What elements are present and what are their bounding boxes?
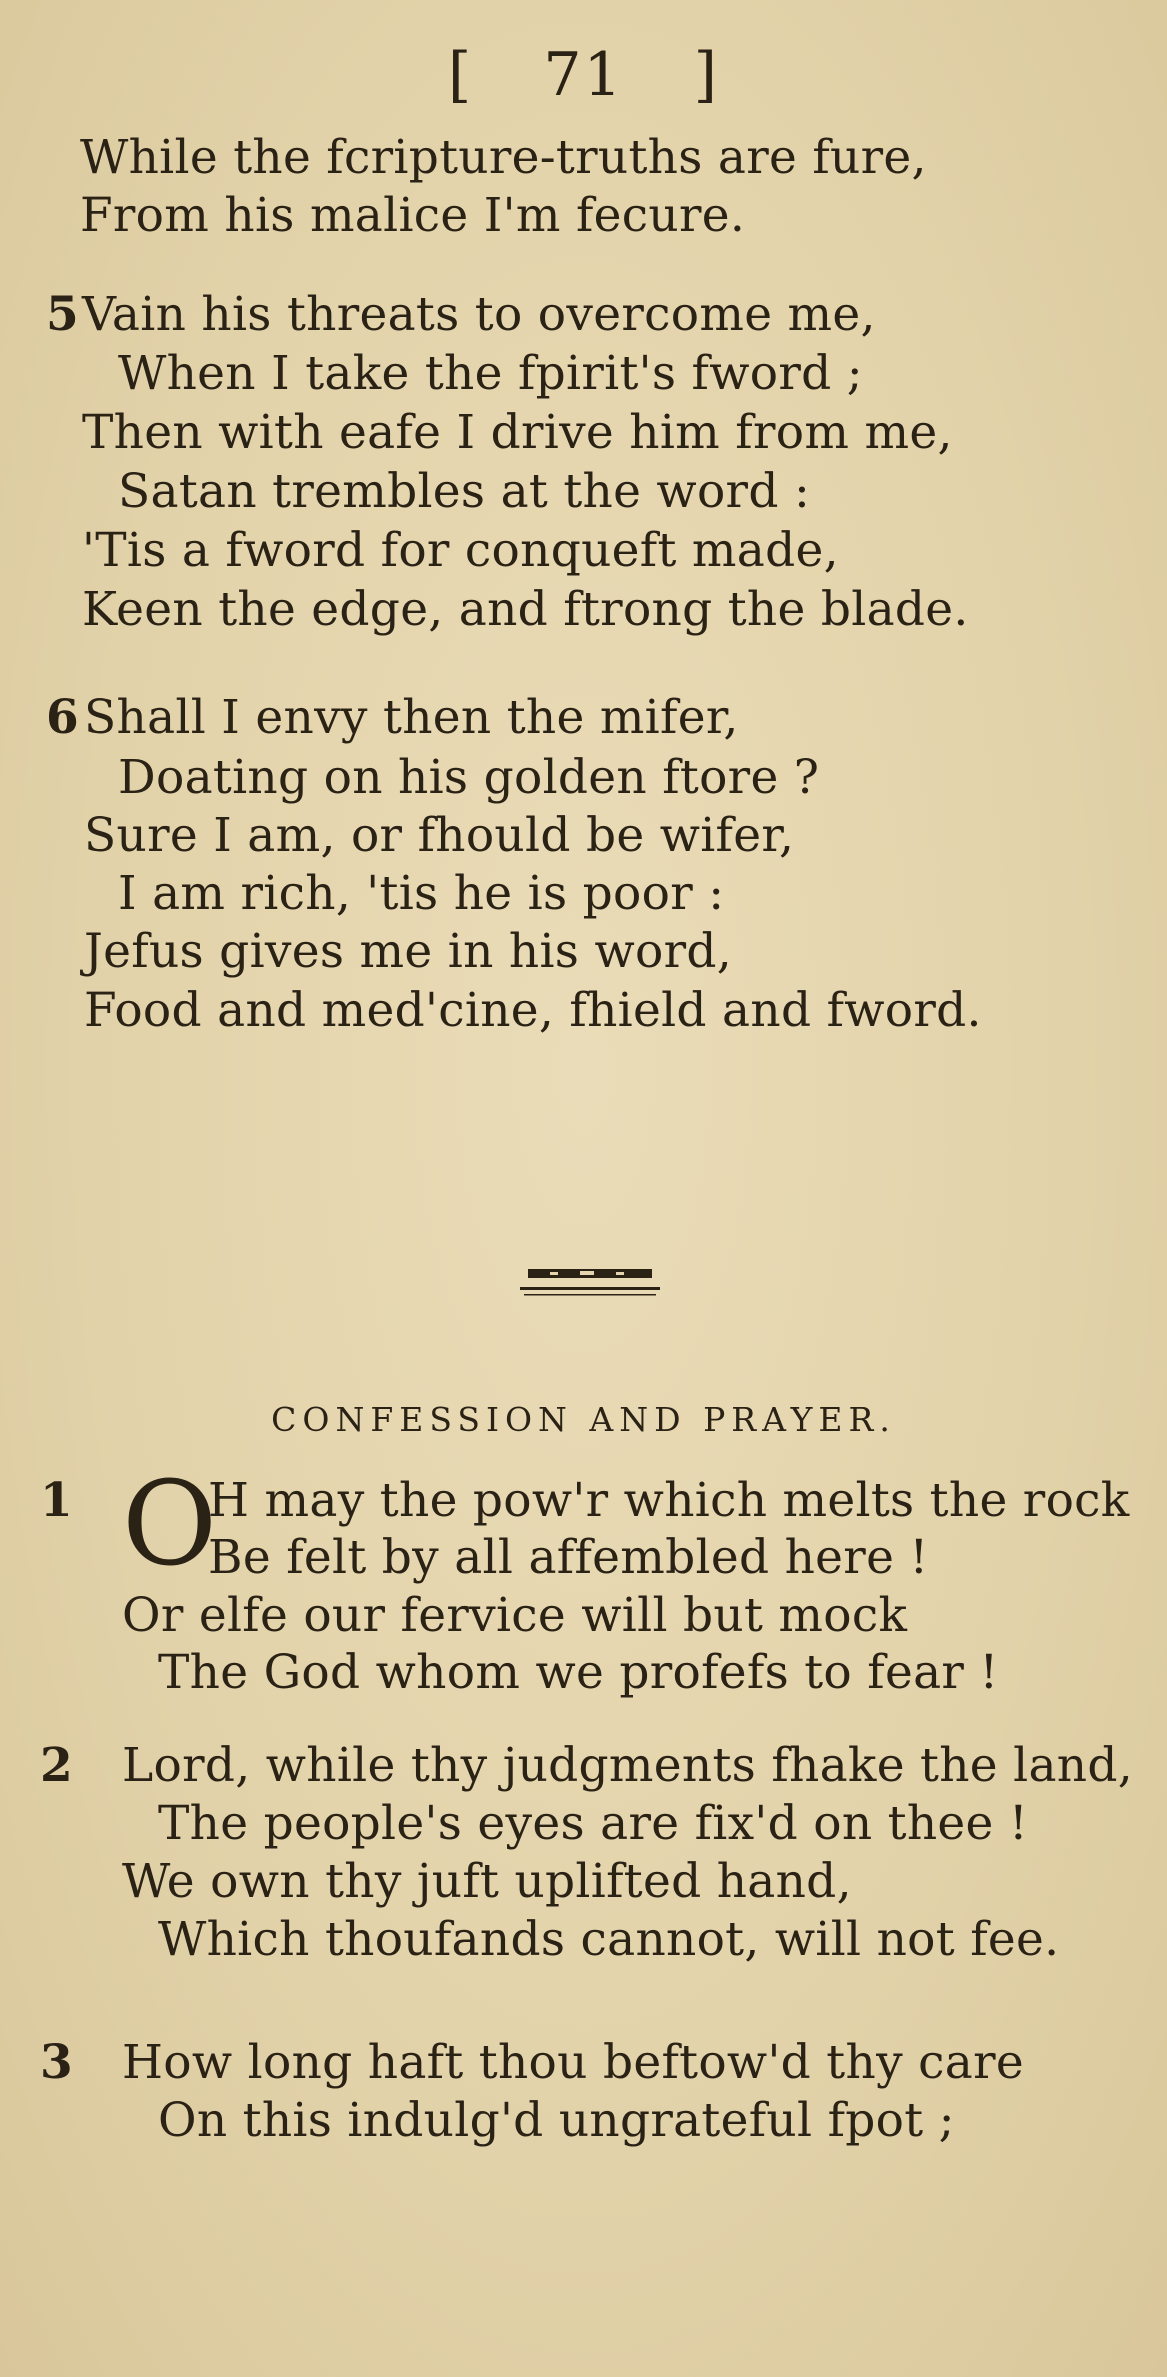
poem-line: Food and med'cine, fhield and fword.: [84, 983, 982, 1038]
header-close-bracket: ]: [693, 40, 720, 110]
poem-line: Sure I am, or fhould be wifer,: [84, 808, 795, 863]
drop-cap: O: [122, 1457, 218, 1592]
hymn-title: CONFESSION AND PRAYER.: [271, 1400, 896, 1439]
stanza-number: 6: [46, 690, 79, 745]
poem-line: Lord, while thy judgments fhake the land,: [122, 1738, 1134, 1793]
poem-line: Vain his threats to overcome me,: [82, 287, 876, 342]
stanza-number: 5: [46, 287, 79, 342]
poem-line: I am rich, 'tis he is poor :: [118, 866, 725, 921]
poem-line: From his malice I'm fecure.: [80, 188, 746, 243]
poem-line: Shall I envy then the mifer,: [84, 690, 739, 745]
verse-number: 1: [40, 1473, 73, 1528]
page-number: 71: [543, 40, 624, 110]
header-open-bracket: [: [447, 40, 474, 110]
poem-line: Jefus gives me in his word,: [84, 924, 732, 979]
poem-line: On this indulg'd ungrateful fpot ;: [158, 2093, 955, 2148]
ornament-divider: [520, 1265, 660, 1305]
poem-line: Then with eafe I drive him from me,: [82, 405, 953, 460]
verse-number: 3: [40, 2035, 73, 2090]
poem-line: While the fcripture-truths are fure,: [80, 130, 927, 185]
poem-line: Satan trembles at the word :: [118, 464, 811, 519]
page-header: [0, 40, 1167, 110]
poem-line: Keen the edge, and ftrong the blade.: [82, 582, 969, 637]
poem-line: The people's eyes are fix'd on thee !: [158, 1796, 1029, 1851]
poem-line: Doating on his golden ftore ?: [118, 750, 820, 805]
poem-line: Be felt by all affembled here !: [208, 1530, 929, 1585]
poem-line: When I take the fpirit's fword ;: [118, 346, 863, 401]
poem-line: Which thoufands cannot, will not fee.: [158, 1912, 1060, 1967]
poem-line: How long haft thou beftow'd thy care: [122, 2035, 1024, 2090]
poem-line: H may the pow'r which melts the rock: [208, 1473, 1130, 1528]
poem-line: The God whom we profefs to fear !: [158, 1645, 999, 1700]
verse-number: 2: [40, 1738, 73, 1793]
poem-line: Or elfe our fervice will but mock: [122, 1588, 908, 1643]
poem-line: We own thy juft uplifted hand,: [122, 1854, 852, 1909]
poem-line: 'Tis a fword for conqueft made,: [82, 523, 839, 578]
